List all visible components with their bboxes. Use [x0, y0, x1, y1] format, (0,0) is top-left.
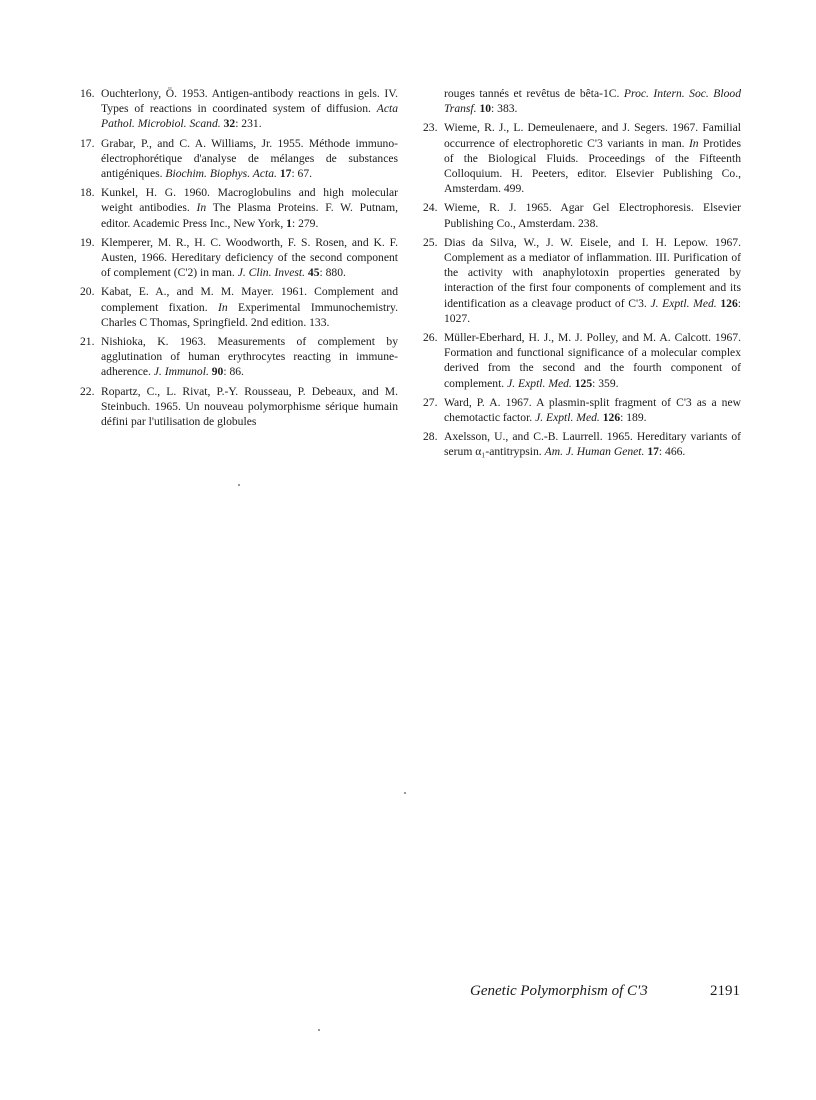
reference-number: 28. — [423, 430, 438, 444]
volume: 45 — [307, 266, 320, 280]
journal-name: Am. J. Human Genet. — [544, 445, 645, 459]
journal-name: J. Immunol. — [153, 365, 209, 379]
reference-21 — [80, 334, 398, 380]
volume: 125 — [574, 376, 593, 390]
journal-name: Proc. Intern. Soc. Blood Transf. — [444, 87, 741, 116]
reference-text: Kabat, E. A., and M. M. Mayer. 1961. Complement and complement fixation. — [101, 285, 398, 314]
reference-text: Müller-Eberhard, H. J., M. J. Polley, and M. A. Calcott. 1967. Formation and functional significance of a molecular complex derived from the second and the fourth component of complement. — [444, 331, 741, 390]
journal-name: J. Exptl. Med. — [535, 411, 600, 425]
volume: 126 — [720, 296, 738, 310]
reference-text: Klemperer, M. R., H. C. Woodworth, F. S. Rosen, and K. F. Austen, 1966. Hereditary deficiency of the second component of complement (C'2) in man. — [101, 235, 398, 280]
pages: : 359. — [592, 376, 619, 390]
running-title: Genetic Polymorphism of C'3 — [470, 983, 648, 999]
reference-number: 23. — [423, 121, 438, 135]
journal-name: Biochim. Biophys. Acta. — [165, 167, 277, 181]
reference-number: 21. — [80, 335, 95, 349]
volume: 126 — [602, 411, 621, 425]
reference-column-right — [423, 86, 741, 464]
reference-22-continuation — [423, 86, 741, 116]
reference-24 — [423, 200, 741, 230]
reference-number: 17. — [80, 136, 95, 150]
reference-number: 22. — [80, 384, 95, 398]
journal-name: J. Exptl. Med. — [507, 376, 572, 390]
reference-26 — [423, 330, 741, 391]
reference-number: 26. — [423, 331, 438, 345]
scan-speck — [238, 484, 240, 486]
reference-18: 18. Kunkel, H. G. 1960. Macroglobulins and high molecular weight antibodies. In The Plasma Proteins. F. W. Putnam, editor. Academic Press Inc., New York, 1: 279. — [80, 186, 398, 230]
pages: : 466. — [658, 445, 686, 459]
scan-speck — [318, 1029, 320, 1031]
volume: 90 — [211, 365, 224, 379]
journal-name: Acta Pathol. Microbiol. Scand. — [101, 102, 398, 131]
reference-27 — [423, 395, 741, 425]
reference-text: Ouchterlony, Ö. 1953. Antigen-antibody reactions in gels. IV. Types of reactions in coordinated system of diffusion. — [101, 87, 398, 116]
pages: : 1027. — [444, 296, 741, 325]
reference-number: 27. — [423, 395, 438, 409]
reference-17 — [80, 136, 398, 182]
reference-number: 20. — [80, 285, 95, 299]
reference-22 — [80, 384, 398, 430]
volume: 17 — [279, 167, 292, 181]
reference-text: Wieme, R. J. 1965. Agar Gel Electrophoresis. Elsevier Publishing Co., Amsterdam. 238. — [444, 201, 741, 230]
reference-number: 18. — [80, 186, 95, 200]
pages: : 189. — [620, 411, 647, 425]
pages: : 279. — [291, 216, 319, 230]
reference-number: 24. — [423, 201, 438, 215]
reference-text: Nishioka, K. 1963. Measurements of complement by agglutination of human erythrocytes reacting in immune-adherence. — [101, 335, 398, 379]
reference-text: Ropartz, C., L. Rivat, P.-Y. Rousseau, P. Debeaux, and M. Steinbuch. 1965. Un nouveau polymorphisme sérique humain défini par l'utilisation de globules — [101, 384, 398, 429]
volume: 1 — [286, 216, 292, 230]
pages: : 67. — [291, 167, 313, 181]
reference-text: Wieme, R. J., L. Demeulenaere, and J. Segers. 1967. Familial occurrence of electrophoretic C'3 variants in man. — [444, 121, 741, 150]
journal-name: J. Exptl. Med. — [650, 296, 717, 310]
reference-text: Ward, P. A. 1967. A plasmin-split fragment of C'3 as a new chemotactic factor. — [444, 395, 741, 425]
pages: : 880. — [319, 266, 346, 280]
reference-25 — [423, 235, 741, 326]
volume: 10 — [479, 102, 492, 116]
reference-23: 23. Wieme, R. J., L. Demeulenaere, and J. Segers. 1967. Familial occurrence of electrophoretic C'3 variants in man. In Protides of the Biological Fluids. Proceedings of the Fifteenth Colloquium. H. Peeters, editor. Elsevier Publishing Co., Amsterdam. 499. — [423, 121, 741, 196]
reference-28 — [423, 429, 741, 459]
reference-20: 20. Kabat, E. A., and M. M. Mayer. 1961. Complement and complement fixation. In Experimental Immunochemistry. Charles C Thomas, Springfield. 2nd edition. 133. — [80, 285, 399, 329]
reference-number: 25. — [423, 235, 438, 249]
pages: : 86. — [223, 365, 244, 379]
page-footer — [470, 983, 740, 1000]
reference-number: 19. — [80, 235, 95, 249]
scan-speck — [404, 792, 406, 794]
reference-text: Dias da Silva, W., J. W. Eisele, and I. H. Lepow. 1967. Complement as a mediator of inflammation. III. Purification of the activity with anaphylotoxin properties generated by interaction of the first four components of complement and its identification as a cleavage product of C'3. — [444, 235, 741, 310]
reference-column-left — [80, 86, 398, 433]
reference-text: Kunkel, H. G. 1960. Macroglobulins and high molecular weight antibodies. — [101, 186, 398, 215]
volume: 17 — [647, 445, 659, 459]
reference-number: 16. — [80, 87, 95, 100]
reference-text: rouges tannés et revêtus de bêta-1C. — [444, 87, 624, 100]
journal-name: J. Clin. Invest. — [237, 266, 305, 280]
reference-19 — [80, 235, 398, 281]
pages: : 383. — [491, 102, 518, 116]
reference-16 — [80, 86, 398, 132]
page-number: 2191 — [710, 983, 740, 999]
volume: 32 — [223, 117, 236, 131]
reference-text: Grabar, P., and C. A. Williams, Jr. 1955. Méthode immuno-électrophorétique d'analyse de mélanges de substances antigéniques. — [101, 136, 398, 181]
pages: : 231. — [235, 117, 262, 131]
reference-text: Axelsson, U., and C.-B. Laurrell. 1965. Hereditary variants of serum α₁-antitrypsin. — [444, 430, 741, 459]
